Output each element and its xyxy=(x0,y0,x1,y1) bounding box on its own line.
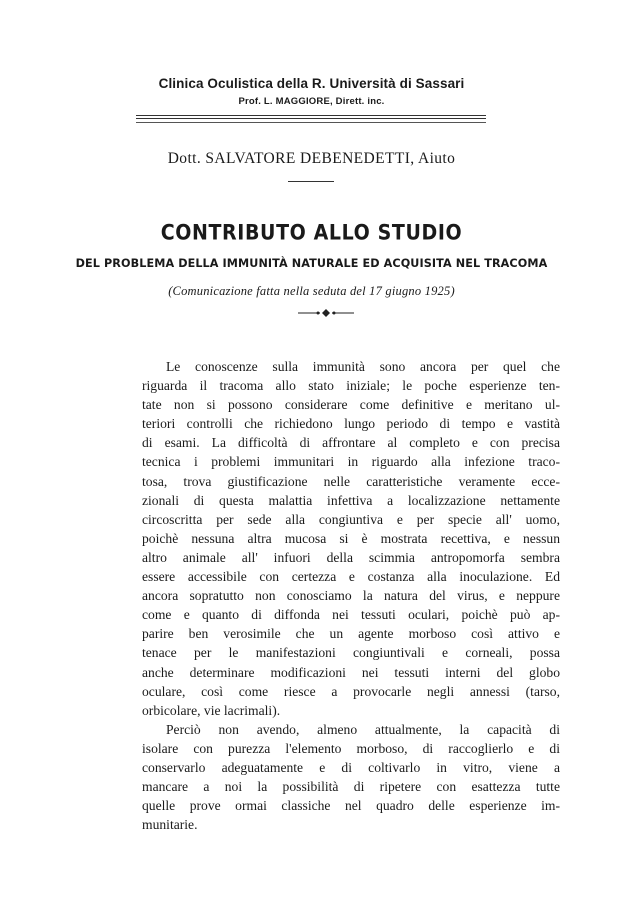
institution-header: Clinica Oculistica della R. Università di Sassari xyxy=(158,76,465,91)
text-line: oculare, così come riesce a provocarle negli annessi (tarso, xyxy=(142,683,560,699)
communication-note: (Comunicazione fatta nella seduta del 17 giugno 1925) xyxy=(168,284,455,298)
text-line: quelle prove ormai classiche nel quadro delle esperienze im- xyxy=(142,798,560,814)
text-line: come e quanto di diffonda nei tessuti oculari, poichè può ap- xyxy=(142,607,560,623)
text-line: tosa, trova giustificazione nelle caratteristiche veramente ecce- xyxy=(142,473,560,489)
header-double-rule xyxy=(136,115,486,119)
text-line: isolare con purezza l'elemento morboso, di raccoglierlo e di xyxy=(142,740,560,756)
text-line: munitarie. xyxy=(142,817,198,833)
text-line: altro animale all' infuori della scimmia antropomorfa sembra xyxy=(142,549,560,565)
header-single-rule xyxy=(136,122,486,123)
paragraph-2 xyxy=(142,720,560,835)
text-line: di esami. La difficoltà di affrontare al completo e con precisa xyxy=(142,435,560,451)
text-line: teriori controlli che richiedono lungo periodo di tempo e vastità xyxy=(142,416,560,432)
author-separator xyxy=(288,181,334,182)
text-line: tecnica i problemi immunitari in riguardo alla infezione traco- xyxy=(142,454,560,470)
director-line: Prof. L. MAGGIORE, Dirett. inc. xyxy=(238,96,385,107)
ornament-divider-icon xyxy=(296,306,356,320)
text-line: essere accessibile con certezza e costanza alla inoculazione. Ed xyxy=(142,569,560,585)
paragraph-1 xyxy=(142,357,560,720)
text-line: parire ben verosimile che un agente morboso così attivo e xyxy=(142,626,560,642)
text-line: circoscritta per sede alla congiuntiva e per specie all' uomo, xyxy=(142,511,560,527)
text-line: conservarlo adeguatamente e di coltivarlo in vitro, viene a xyxy=(142,759,560,775)
text-line: anche determinare modificazioni nei tessuti interni del globo xyxy=(142,664,560,680)
text-line: ancora sopratutto non conosciamo la natura del virus, e neppure xyxy=(142,588,560,604)
article-subtitle: DEL PROBLEMA DELLA IMMUNITÀ NATURALE ED ACQUISITA NEL TRACOMA xyxy=(75,257,548,270)
text-line: tenace per le manifestazioni congiuntivali e corneali, possa xyxy=(142,645,560,661)
article-title: CONTRIBUTO ALLO STUDIO xyxy=(160,220,463,246)
text-line: zionali di questa malattia infettiva a localizzazione nettamente xyxy=(142,492,560,508)
text-line: poichè nessuna altra mucosa si è mostrata recettiva, e nessun xyxy=(142,530,560,546)
text-line: riguarda il tracoma allo stato iniziale; le poche esperienze ten- xyxy=(142,378,560,394)
text-line: orbicolare, vie lacrimali). xyxy=(142,702,281,718)
text-line: Perciò non avendo, almeno attualmente, la capacità di xyxy=(166,721,560,737)
author-line: Dott. SALVATORE DEBENEDETTI, Aiuto xyxy=(167,150,456,167)
text-line: mancare a noi la possibilità di ripetere con esattezza tutte xyxy=(142,779,560,795)
text-line: tate non si possono considerare come definitive e meritano ul- xyxy=(142,397,560,413)
text-line: Le conoscenze sulla immunità sono ancora per quel che xyxy=(166,359,560,374)
body-text xyxy=(142,357,560,834)
